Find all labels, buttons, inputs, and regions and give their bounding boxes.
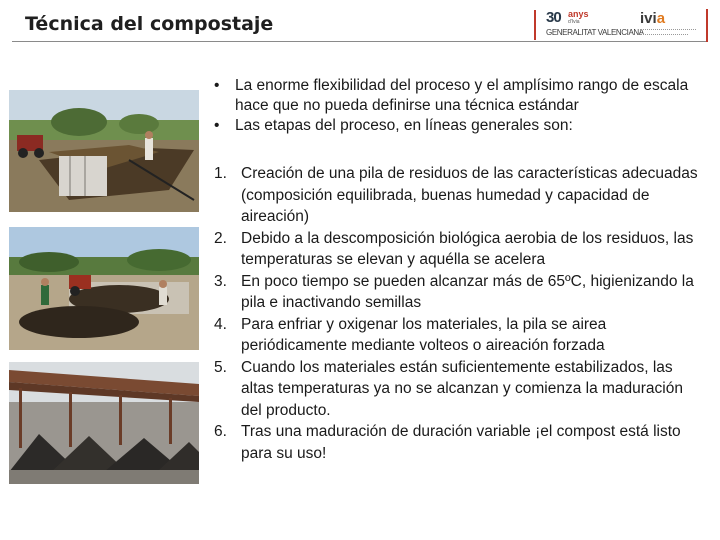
institution-logos [532, 8, 700, 42]
process-steps-list [214, 163, 699, 464]
step-text: Para enfriar y oxigenar los materiales, la pila se airea periódicamente mediante volteos o aireación forzada [241, 315, 607, 354]
list-item [214, 163, 699, 228]
list-item [214, 116, 694, 136]
page-title: Técnica del compostaje [25, 13, 274, 35]
step-text: Tras una maduración de duración variable ¡el compost está listo para su uso! [241, 423, 681, 462]
bullet-symbol: • [214, 77, 220, 94]
ivia-logo-main: ivi [640, 10, 657, 27]
step-number: 1. [214, 165, 227, 182]
intro-bullet-list [214, 76, 694, 136]
bullet-text: Las etapas del proceso, en líneas generales son: [235, 117, 573, 134]
list-item [214, 76, 694, 116]
ivia-logo [640, 10, 665, 27]
list-item [214, 357, 699, 422]
bullet-symbol: • [214, 117, 220, 134]
right-accent-bar [706, 9, 708, 42]
anniversary-number: 30 [546, 9, 561, 26]
compost-maturation-shed-photo [9, 362, 199, 484]
list-item [214, 421, 699, 464]
step-text: En poco tiempo se pueden alcanzar más de 65ºC, higienizando la pila e inactivando semillas [241, 272, 694, 311]
step-number: 3. [214, 272, 227, 290]
compost-turning-photo [9, 227, 199, 350]
anniversary-subtext: d'Ivia [568, 19, 580, 25]
compost-windrow-photo [9, 90, 199, 212]
bullet-text: La enorme flexibilidad del proceso y el amplísimo rango de escala hace que no pueda definirse una técnica estándar [235, 77, 689, 114]
ivia-logo-accent: a [656, 10, 666, 27]
step-number: 5. [214, 358, 227, 376]
list-item [214, 314, 699, 357]
list-item [214, 228, 699, 271]
step-text: Creación de una pila de residuos de las características adecuadas (composición equilibrada, buenas humedad y capacidad de aireación) [241, 165, 698, 225]
logo-accent-bar [534, 10, 536, 40]
step-text: Cuando los materiales están suficientemente estabilizados, las altas temperaturas ya no se alcanzan y comienza la maduración del producto. [241, 358, 683, 419]
ivia-logo-subline-2 [640, 34, 688, 36]
step-number: 6. [214, 423, 227, 440]
generalitat-logo-text: GENERALITAT VALENCIANA [546, 28, 644, 37]
ivia-logo-subline [640, 29, 696, 31]
step-number: 2. [214, 229, 227, 247]
anniversary-word: anys [568, 9, 589, 19]
list-item [214, 271, 699, 314]
step-text: Debido a la descomposición biológica aerobia de los residuos, las temperaturas se elevan y aquélla se acelera [241, 229, 694, 268]
step-number: 4. [214, 315, 227, 333]
